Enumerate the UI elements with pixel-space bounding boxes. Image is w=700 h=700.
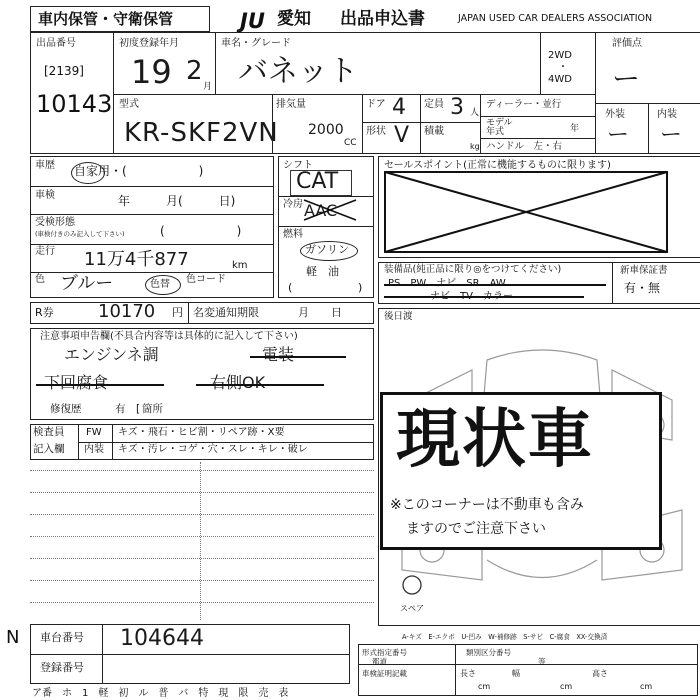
association-name: JAPAN USED CAR DEALERS ASSOCIATION <box>458 13 653 24</box>
history-value: 自家用・( ) <box>74 164 204 178</box>
color-change: 色替 <box>150 279 170 290</box>
reg-label: 登録番号 <box>40 661 84 674</box>
after-label: 後日渡 <box>384 311 413 322</box>
inspector-row1-text: キズ・飛石・ヒビ割・リペア跡・X要 <box>118 427 285 438</box>
notes-line2: 下回腐食 <box>44 373 109 392</box>
registration-label: 初度登録年月 <box>119 38 179 49</box>
displacement-label: 排気量 <box>276 99 306 110</box>
equipment-strike-2 <box>384 296 584 298</box>
drive-dot: ・ <box>558 62 568 73</box>
lot-number: 10143 <box>36 90 113 118</box>
chassis-label: 車台番号 <box>40 631 84 644</box>
notes-line1b: 電装 <box>262 345 295 364</box>
history-label: 車歴 <box>35 160 55 171</box>
notice-value: 月 日 <box>298 306 342 319</box>
doors-label: ドア <box>366 99 386 110</box>
notes-line2-strike <box>36 384 164 386</box>
fuel-paren-right: ) <box>358 281 363 294</box>
shape-value: V <box>394 123 410 148</box>
receipt-label: 受検形態 <box>35 217 75 228</box>
height-label: 高さ <box>592 669 608 678</box>
length-label: 長さ <box>460 669 476 678</box>
inspector-row2-head: 内装 <box>84 444 104 455</box>
doors-value: 4 <box>392 95 406 120</box>
exterior-label: 外装 <box>605 109 625 120</box>
fuel-paren-left: ( <box>288 281 293 294</box>
mileage-km: km <box>232 260 248 271</box>
ju-logo-mark <box>240 8 276 32</box>
mileage-value: 11万4千877 <box>84 249 189 270</box>
evaluation-label: 評価点 <box>612 38 642 49</box>
repair-label: 修復歴 <box>50 403 82 415</box>
handle-label: ハンドル 左・右 <box>486 141 563 152</box>
warranty-value: 有・無 <box>624 281 661 295</box>
cm-2: cm <box>560 682 573 691</box>
org-name: 愛知 <box>277 9 311 29</box>
recycle-unit: 円 <box>172 306 183 319</box>
shift-label: シフト <box>283 160 313 171</box>
interior-score: ー <box>660 123 683 148</box>
lot-small-code: [2139] <box>44 64 84 78</box>
no-label: 等 <box>538 657 546 666</box>
dealer-label: ディーラー・並行 <box>486 99 562 110</box>
car-name-value: バネット <box>238 54 358 89</box>
equipment-row1: PS PW ナビ SR AW <box>388 278 506 289</box>
receipt-paren: ( ) <box>160 224 242 238</box>
equipment-row2: ナビ TV カラー <box>430 291 513 302</box>
capacity-label: 定員 <box>424 99 444 110</box>
fuel-label: 燃料 <box>283 229 303 240</box>
notes-line2b: 右側OK <box>210 373 266 392</box>
load-label: 積載 <box>424 126 444 137</box>
equipment-label: 装備品(純正品に限り◎をつけてください) <box>384 264 562 275</box>
inspector-label-2: 記入欄 <box>33 443 65 455</box>
registration-year: 19 <box>131 53 172 91</box>
displacement-value: 2000 <box>308 122 344 138</box>
interior-label: 内装 <box>657 109 677 120</box>
ju-logo-text: JU <box>240 9 265 33</box>
cm-1: cm <box>478 682 491 691</box>
equipment-strike-1 <box>384 284 606 286</box>
stamp-note1: ※このコーナーは不動車も含み <box>390 497 584 513</box>
inspector-row2-text: キズ・汚レ・コゲ・穴・スレ・キレ・破レ <box>118 444 308 455</box>
model-year-label: モデル 年式 <box>486 118 513 137</box>
inspector-label-1: 検査員 <box>33 426 65 438</box>
ac-value: AAC <box>304 201 338 220</box>
capacity-value: 3 <box>450 95 464 120</box>
ac-label: 冷房 <box>283 199 303 210</box>
sales-point-label: セールスポイント(正常に機能するものに限ります) <box>384 160 611 171</box>
recycle-value: 10170 <box>98 301 156 322</box>
form-title: 出品申込書 <box>340 9 425 29</box>
exterior-score: ー <box>607 123 630 148</box>
lot-label: 出品番号 <box>36 38 76 49</box>
inspector-row1-head: FW <box>86 427 102 438</box>
width-label: 幅 <box>512 669 520 678</box>
model-value: KR-SKF2VN <box>124 118 279 148</box>
receipt-sub: (車検付きのみ記入して下さい) <box>35 230 125 238</box>
cert-label: 車検証明記載 <box>362 669 407 678</box>
notice-label: 名変通知期限 <box>193 306 259 319</box>
stamp-title: 現状車 <box>396 403 594 477</box>
ac-strike <box>300 198 360 224</box>
inspection-value: 年 月( 日) <box>118 194 236 208</box>
model-label: 型式 <box>119 99 139 110</box>
color-code-label: 色コード <box>186 274 226 285</box>
inspection-label: 車検 <box>35 190 55 201</box>
chassis-value: 104644 <box>120 626 204 651</box>
color-value: ブルー <box>60 273 114 294</box>
drive-2wd: 2WD <box>548 50 572 61</box>
storage-label: 車内保管・守衛保管 <box>38 10 174 28</box>
bottom-row: ア番 ホ 1 軽 初 ル 普 バ 特 現 限 売 表 <box>32 688 289 699</box>
car-name-label: 車名・グレード <box>221 38 291 49</box>
recycle-label: R券 <box>35 306 54 319</box>
repair-bracket: [ <box>136 403 141 415</box>
spare-tire-icon <box>403 576 421 594</box>
notes-line2b-strike <box>196 384 324 386</box>
diagram-legend: A-キズ E-エクボ U-凹み W-補修跡 S-サビ C-腐食 XX-交換済 <box>402 633 608 641</box>
fuel-gas: ガソリン <box>305 243 349 256</box>
notes-line1b-strike <box>250 356 346 358</box>
fuel-diesel: 軽 油 <box>306 265 339 278</box>
warranty-label: 新車保証書 <box>620 265 668 276</box>
repair-place: 箇所 <box>142 403 163 415</box>
form-label: 形式指定番号 <box>362 648 407 657</box>
shape-label: 形状 <box>366 126 386 137</box>
ju-logo <box>240 8 276 32</box>
margin-mark: N <box>6 627 20 648</box>
notes-label: 注意事項申告欄(不具合内容等は具体的に記入して下さい) <box>40 331 298 342</box>
registration-month-unit: 月 <box>203 82 213 92</box>
drive-4wd: 4WD <box>548 74 572 85</box>
stamp-note2: ますのでご注意下さい <box>406 521 546 537</box>
color-label: 色 <box>35 274 45 285</box>
repair-value: 有 <box>115 403 126 415</box>
mileage-label: 走行 <box>35 246 55 257</box>
registration-month: 2 <box>186 56 203 86</box>
spare-label: スペア <box>400 604 424 613</box>
capacity-unit: 人 <box>470 108 480 118</box>
evaluation-score: ー <box>612 62 641 95</box>
load-kg: kg <box>470 142 480 151</box>
shift-value: CAT <box>296 169 339 194</box>
model-year-unit: 年 <box>570 124 580 134</box>
sales-point-cross <box>384 170 674 254</box>
cm-3: cm <box>640 682 653 691</box>
notes-line1: エンジンネ調 <box>64 345 159 364</box>
displacement-cc: CC <box>344 138 357 148</box>
class-label: 類別区分番号 <box>466 648 511 657</box>
to-label: 都道 <box>372 657 387 666</box>
